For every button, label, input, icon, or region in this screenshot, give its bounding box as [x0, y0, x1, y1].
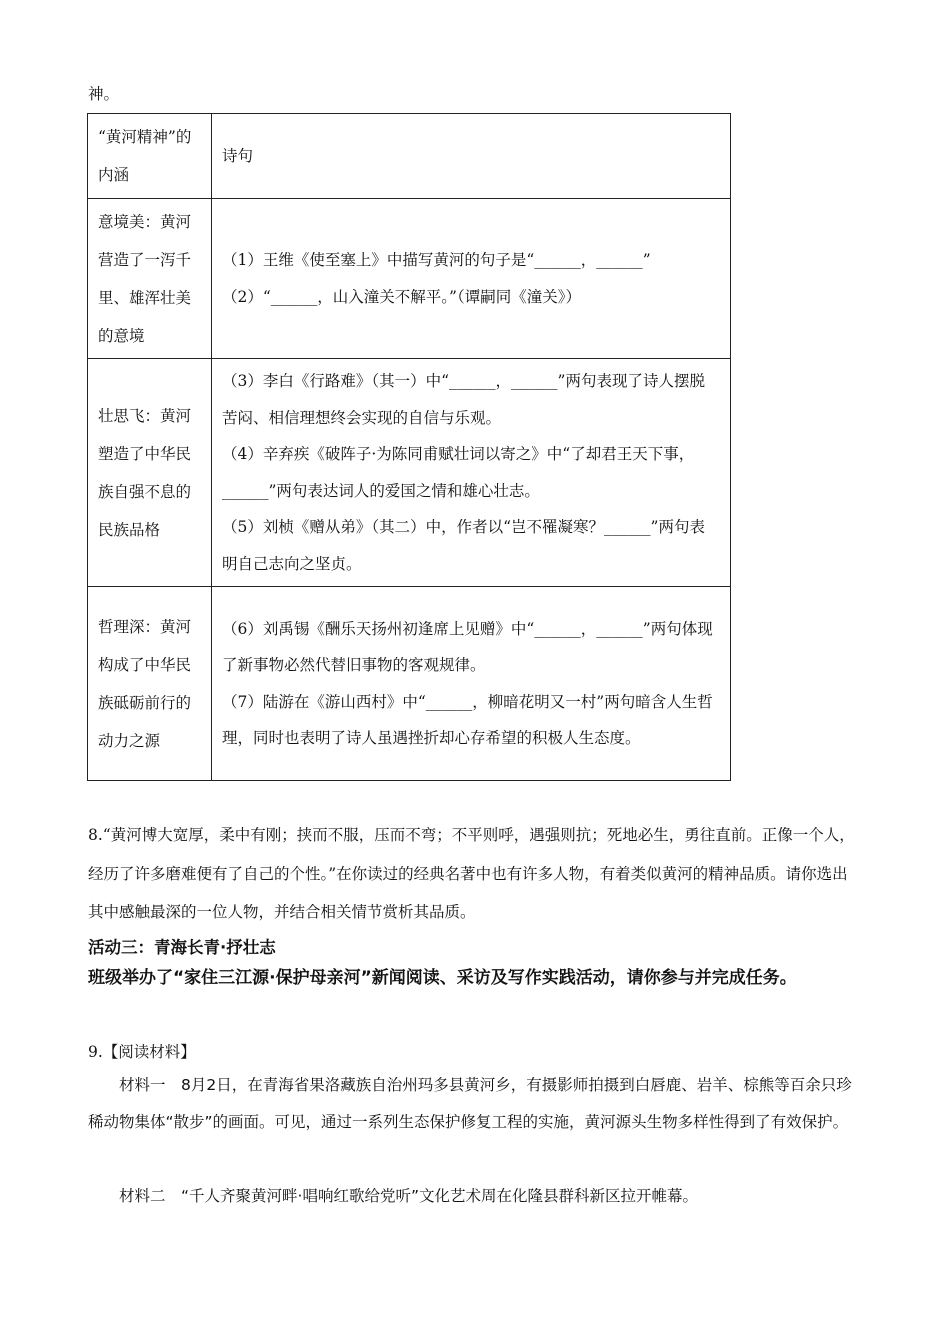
row-verses: [212, 587, 731, 781]
table-row: [88, 359, 731, 587]
row-verses: [212, 359, 731, 587]
question-item: （2）“______，山入潼关不解平。”（谭嗣同《潼关》）: [222, 287, 581, 306]
question-item: （7）陆游在《游山西村》中“______，柳暗花明又一村”两句暗含人生哲理，同时也表明了诗人虽遇挫折却心存希望的积极人生态度。: [222, 692, 713, 747]
table-row: [88, 199, 731, 359]
yellow-river-spirit-table: [87, 113, 731, 781]
row-label: 意境美：黄河营造了一泻千里、雄浑壮美的意境: [88, 199, 212, 359]
question-item: （5）刘桢《赠从弟》（其二）中，作者以“岂不罹凝寒？______”两句表明自己志向之坚贞。: [222, 518, 705, 573]
question-item: （6）刘禹锡《酬乐天扬州初逢席上见赠》中“______，______”两句体现了新事物必然代替旧事物的客观规律。: [222, 619, 713, 674]
header-verse: 诗句: [212, 114, 731, 199]
activity-3-description: 班级举办了“家住三江源·保护母亲河”新闻阅读、采访及写作实践活动，请你参与并完成任务。: [88, 968, 797, 988]
question-item: （4）辛弃疾《破阵子·为陈同甫赋壮词以寄之》中“了却君王天下事，______”两句表达词人的爱国之情和雄心壮志。: [222, 445, 695, 500]
row-verses: [212, 199, 731, 359]
question-8: 8.“黄河博大宽厚，柔中有刚；挟而不服，压而不弯；不平则呼，遇强则抗；死地必生，勇往直前。正像一个人，经历了许多磨难便有了自己的个性。”在你读过的经典名著中也有许多人物，有着类似黄河的精神品质。请你选出其中感触最深的一位人物，并结合相关情节赏析其品质。: [88, 826, 855, 921]
row-label: 壮思飞：黄河塑造了中华民族自强不息的民族品格: [88, 359, 212, 587]
table-header-row: [88, 114, 731, 199]
question-9-label: 9.【阅读材料】: [88, 1043, 196, 1061]
question-item: （3）李白《行路难》（其一）中“______，______”两句表现了诗人摆脱苦闷、相信理想终会实现的自信与乐观。: [222, 372, 705, 427]
material-2: 材料二 “千人齐聚黄河畔·唱响红歌给党听”文化艺术周在化隆县群科新区拉开帷幕。: [119, 1187, 698, 1205]
material-1: 材料一 8月2日，在青海省果洛藏族自治州玛多县黄河乡，有摄影师拍摄到白唇鹿、岩羊、棕熊等百余只珍稀动物集体“散步”的画面。可见，通过一系列生态保护修复工程的实施，黄河源头生物多样性得到了有效保护。: [88, 1076, 852, 1131]
top-fragment: 神。: [88, 85, 120, 103]
activity-3-title: 活动三：青海长青·抒壮志: [88, 938, 276, 957]
table-row: [88, 587, 731, 781]
header-connotation: “黄河精神”的内涵: [88, 114, 212, 199]
question-item: （1）王维《使至塞上》中描写黄河的句子是“______，______”: [222, 251, 651, 269]
row-label: 哲理深：黄河构成了中华民族砥砺前行的动力之源: [88, 587, 212, 781]
